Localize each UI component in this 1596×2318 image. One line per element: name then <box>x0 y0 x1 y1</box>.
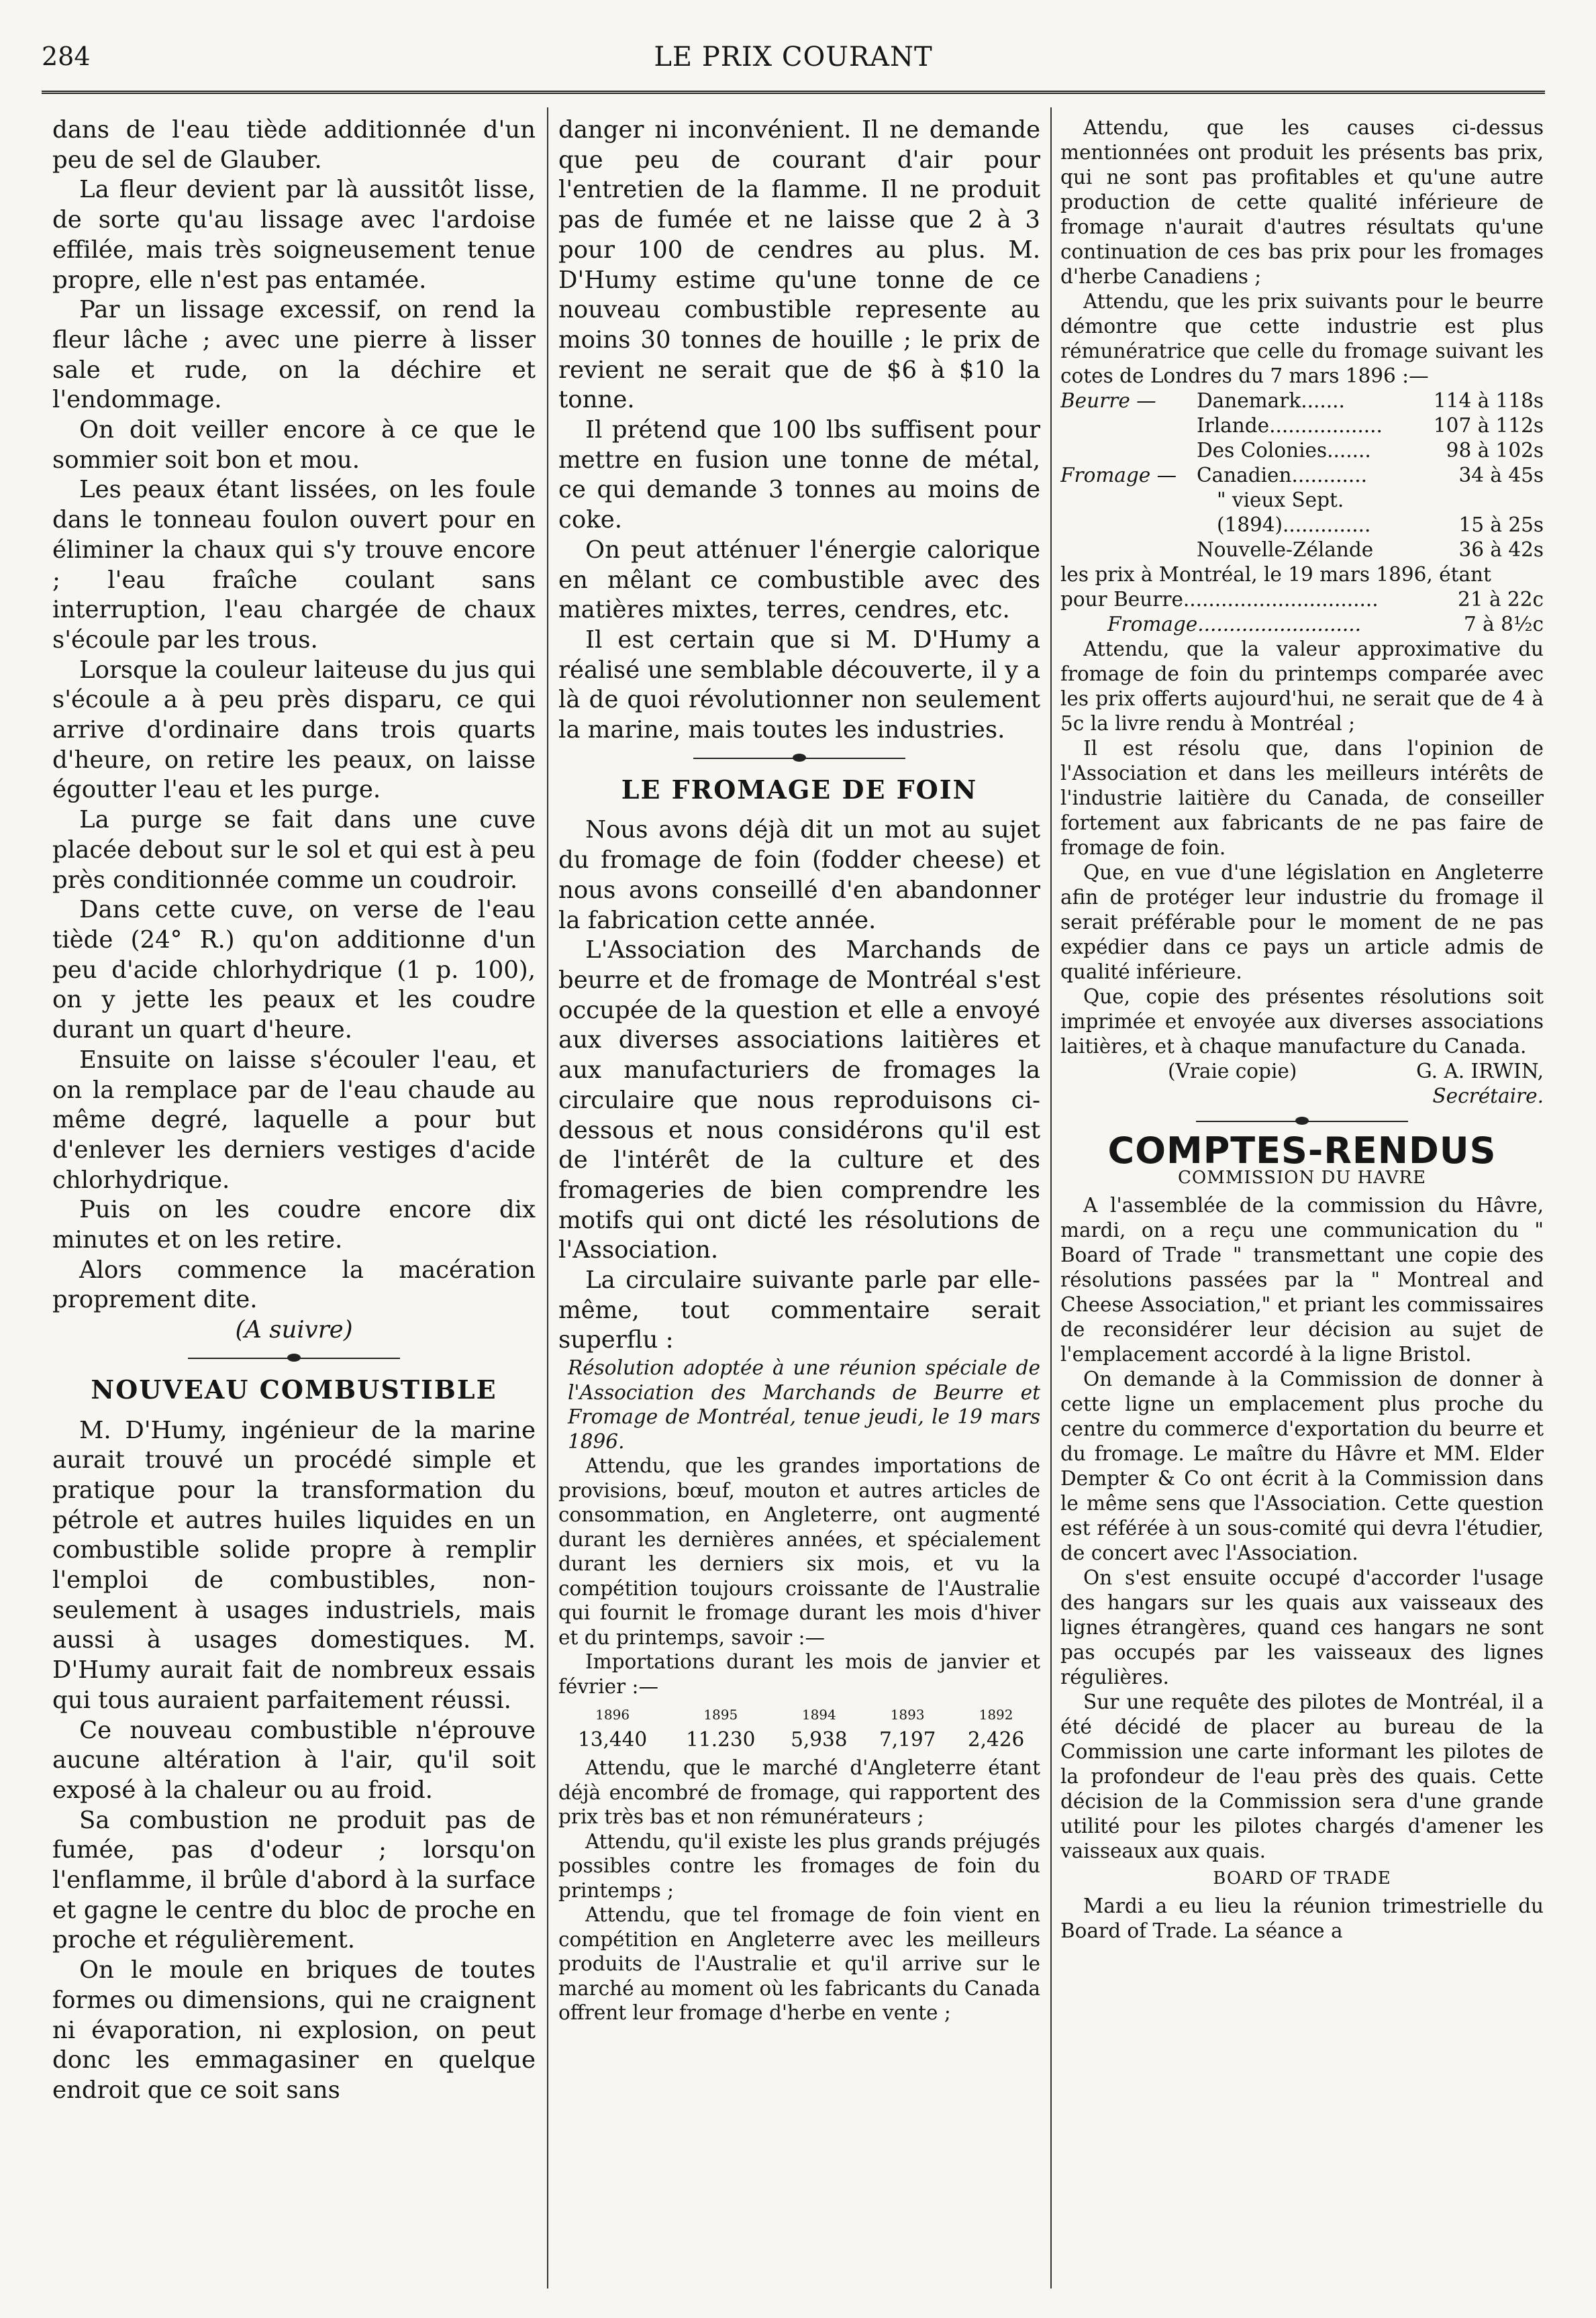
price-group: Fromage — <box>1060 464 1177 487</box>
signatory-role: Secrétaire. <box>1432 1085 1544 1107</box>
price-row <box>1060 438 1544 463</box>
price-row <box>1060 488 1544 513</box>
value-cell: 2,426 <box>967 1727 1025 1751</box>
section-separator <box>558 752 1040 763</box>
year-cell: 1894 <box>801 1707 836 1723</box>
section-separator <box>1060 1115 1544 1126</box>
price-item: Nouvelle-Zélande <box>1196 538 1374 561</box>
year-cell: 1893 <box>890 1707 925 1723</box>
paragraph: Attendu, que la valeur approximative du fromage de foin du printemps comparée avec les prix offerts aujourd'hui, ne serait que de 4 à 5c la livre rendu à Montréal ; <box>1060 638 1544 735</box>
paragraph: Ensuite on laisse s'écouler l'eau, et on la remplace par de l'eau chaude au même degré, laquelle a pour but d'enlever les derniers vestiges d'acide chlorhydrique. <box>52 1046 536 1194</box>
paragraph: Il prétend que 100 lbs suffisent pour mettre en fusion une tonne de métal, ce qui demande 3 tonnes au moins de coke. <box>558 416 1040 534</box>
paragraph: Puis on les coudre encore dix minutes et on les retire. <box>52 1196 536 1254</box>
section-separator <box>52 1352 536 1363</box>
value-cell: 7,197 <box>879 1727 936 1751</box>
paragraph: A l'assemblée de la commission du Hâvre, mardi, on a reçu une communication du " Board of Trade " transmettant une copie des résolutions passées par la " Montreal and Cheese Association," et priant les commissaires de reconsidérer leur décision au sujet de l'emplacement accordé à la ligne Bristol. <box>1060 1194 1544 1366</box>
price-value: 34 à 45s <box>1458 464 1544 487</box>
leader-dots: ............................... <box>1183 588 1379 611</box>
paragraph: Importations durant les mois de janvier et février :— <box>558 1650 1040 1698</box>
price-group <box>1060 438 1197 463</box>
resolution-title: Résolution adoptée à une réunion spéciale de l'Association des Marchands de Beurre et Fromage de Montréal, tenue jeudi, le 19 mars 1896. <box>568 1356 1040 1453</box>
page-header <box>42 42 1545 82</box>
price-row <box>1060 612 1544 637</box>
price-group <box>1060 513 1197 538</box>
paragraph: Sur une requête des pilotes de Montréal, il a été décidé de placer au bureau de la Commission une carte informant les pilotes de la profondeur de l'eau près des quais. Cette décision de la Commission sera d'une grande utilité pour les pilotes chargés d'amener les vaisseaux aux quais. <box>1060 1691 1544 1862</box>
leader-dots: .............. <box>1283 513 1371 536</box>
year-cell: 1896 <box>595 1707 630 1723</box>
price-row <box>1060 538 1544 562</box>
paragraph: La circulaire suivante parle par elle-même, tout commentaire serait superflu : <box>558 1266 1040 1354</box>
price-item: Danemark <box>1196 389 1301 412</box>
price-item: Fromage <box>1107 613 1198 636</box>
leader-dots: ....... <box>1301 389 1345 412</box>
paragraph: Attendu, qu'il existe les plus grands préjugés possibles contre les fromages de foin du printemps ; <box>558 1829 1040 1902</box>
montreal-prices-table <box>1060 587 1544 637</box>
value-cell: 5,938 <box>791 1727 848 1751</box>
leader-dots: .......................... <box>1197 613 1362 636</box>
price-value: 107 à 112s <box>1433 414 1544 437</box>
price-value <box>1415 488 1544 513</box>
paragraph: Attendu, que le marché d'Angleterre étant déjà encombré de fromage, qui rapportent des prix très bas et non rémunérateurs ; <box>558 1756 1040 1829</box>
price-item: Canadien <box>1196 464 1292 487</box>
signature-block <box>1060 1059 1544 1109</box>
paragraph: Que, copie des présentes résolutions soit imprimée et envoyée aux diverses associations laitières, et à chaque manufacture du Canada. <box>1060 985 1544 1058</box>
true-copy-note: (Vraie copie) <box>1168 1060 1297 1082</box>
paragraph: Mardi a eu lieu la réunion trimestrielle du Board of Trade. La séance a <box>1060 1895 1544 1942</box>
paragraph: La fleur devient par là aussitôt lisse, de sorte qu'au lissage avec l'ardoise effilée, mais très soigneusement tenue propre, elle n'est pas entamée. <box>52 176 536 294</box>
price-row <box>1060 463 1544 488</box>
paragraph: On s'est ensuite occupé d'accorder l'usage des hangars sur les quais aux vaisseaux des lignes étrangères, quand ces hangars ne sont pas occupés par les vaisseaux des lignes régulières. <box>1060 1566 1544 1689</box>
price-group: Beurre — <box>1060 389 1156 412</box>
section-heading: NOUVEAU COMBUSTIBLE <box>91 1374 497 1405</box>
price-value: 98 à 102s <box>1446 439 1544 462</box>
year-cell: 1892 <box>979 1707 1013 1723</box>
leader-dots: .................. <box>1269 414 1383 437</box>
paragraph: Les peaux étant lissées, on les foule dans le tonneau foulon ouvert pour en éliminer la chaux qui s'y trouve encore ; l'eau fraîche coulant sans interruption, l'eau chargée de chaux s'écoule par les trous. <box>52 476 536 654</box>
price-row <box>1060 587 1544 612</box>
price-value: 15 à 25s <box>1458 513 1544 536</box>
paragraph: On doit veiller encore à ce que le sommier soit bon et mou. <box>52 416 536 474</box>
paragraph: On demande à la Commission de donner à cette ligne un emplacement plus proche du centre du commerce d'exportation du beurre et du fromage. Le maître du Hâvre et MM. Elder Dempter & Co ont écrit à la Commission dans le même sens que l'Association. Cette question est référée à un sous-comité qui devra l'étudier, de concert avec l'Association. <box>1060 1368 1544 1564</box>
leader-dots: ............ <box>1291 464 1368 487</box>
paragraph: Attendu, que tel fromage de foin vient en compétition en Angleterre avec les meilleurs produits de l'Australie et qu'il arrive sur le marché au moment où les fabricants du Canada offrent leur fromage d'herbe en vente ; <box>558 1903 1040 2025</box>
paragraph: Dans cette cuve, on verse de l'eau tiède (24° R.) qu'on additionne d'un peu d'acide chlorhydrique (1 p. 100), on y jette les peaux et les coudre durant un quart d'heure. <box>52 896 536 1044</box>
paragraph: les prix à Montréal, le 19 mars 1896, étant <box>1060 563 1491 586</box>
paragraph: On le moule en briques de toutes formes ou dimensions, qui ne craignent ni évaporation, ni explosion, on peut donc les emmagasiner en quelque endroit que ce soit sans <box>52 1956 536 2104</box>
column-divider <box>547 107 548 2288</box>
paragraph: Nous avons déjà dit un mot au sujet du fromage de foin (fodder cheese) et nous avons conseillé d'en abandonner la fabrication cette année. <box>558 816 1040 934</box>
price-group <box>1060 413 1197 438</box>
price-value: 114 à 118s <box>1433 389 1544 412</box>
price-item: Des Colonies <box>1196 439 1328 462</box>
paragraph: Alors commence la macération proprement dite. <box>52 1256 536 1314</box>
paragraph: On peut atténuer l'énergie calorique en mêlant ce combustible avec des matières mixtes, terres, cendres, etc. <box>558 536 1040 624</box>
column-3 <box>1060 115 1544 2290</box>
running-title: LE PRIX COURANT <box>654 42 933 72</box>
price-row <box>1060 513 1544 538</box>
paragraph: dans de l'eau tiède additionnée d'un peu de sel de Glauber. <box>52 116 536 174</box>
column-1 <box>52 115 536 2290</box>
paragraph: M. D'Humy, ingénieur de la marine aurait trouvé un procédé simple et pratique pour la transformation du pétrole et autres huiles liquides en un combustible solide propre à remplir l'emploi de combustibles, non-seulement à usages industriels, mais aussi à usages domestiques. M. D'Humy aurait fait de nombreux essais qui tous auraient parfaitement réussi. <box>52 1416 536 1714</box>
subheading: COMMISSION DU HAVRE <box>1178 1168 1426 1188</box>
paragraph: Attendu, que les prix suivants pour le beurre démontre que cette industrie est plus rémunératrice que celle du fromage suivant les cotes de Londres du 7 mars 1896 :— <box>1060 290 1544 387</box>
section-heading: LE FROMAGE DE FOIN <box>621 774 978 805</box>
price-group <box>1060 488 1197 513</box>
price-item: (1894) <box>1216 513 1283 536</box>
price-group <box>1060 538 1197 562</box>
signatory-name: G. A. IRWIN, <box>1416 1060 1544 1082</box>
paragraph: danger ni inconvénient. Il ne demande que peu de courant d'air pour l'entretien de la flamme. Il ne produit pas de fumée et ne laisse que 2 à 3 pour 100 de cendres au plus. M. D'Humy estime qu'une tonne de ce nouveau combustible represente au moins 30 tonnes de houille ; le prix de revient ne serait que de $6 à $10 la tonne. <box>558 116 1040 414</box>
price-row <box>1060 413 1544 438</box>
page-number: 284 <box>42 42 91 71</box>
price-value: 21 à 22c <box>1458 588 1544 611</box>
london-prices-table <box>1060 389 1544 562</box>
paragraph: Ce nouveau combustible n'éprouve aucune altération à l'air, qu'il soit exposé à la chaleur ou au froid. <box>52 1716 536 1804</box>
value-cell: 11.230 <box>686 1727 756 1751</box>
column-2 <box>558 115 1040 2290</box>
header-rule <box>42 91 1545 94</box>
subheading: BOARD OF TRADE <box>1213 1868 1391 1888</box>
paragraph: Que, en vue d'une législation en Angleterre afin de protéger leur industrie du fromage il serait préférable pour le moment de ne pas expédier dans ce pays un article admis de qualité inférieure. <box>1060 861 1544 983</box>
paragraph: Attendu, que les causes ci-dessus mentionnées ont produit les présents bas prix, qui ne sont pas profitables et qu'une autre production de cette qualité inférieure de fromage n'aurait d'autres résultats qu'une continuation de ces bas prix pour les fromages d'herbe Canadiens ; <box>1060 116 1544 288</box>
year-cell: 1895 <box>703 1707 738 1723</box>
price-value: 7 à 8½c <box>1464 613 1544 636</box>
value-cell: 13,440 <box>577 1727 648 1751</box>
paragraph: L'Association des Marchands de beurre et de fromage de Montréal s'est occupée de la question et elle a envoyé aux diverses associations laitières et aux manufacturiers de fromages la circulaire que nous reproduisons ci-dessous et nous considérons qu'il est de l'intérêt de la culture et des fromageries de bien comprendre les motifs qui ont dicté les résolutions de l'Association. <box>558 936 1040 1264</box>
column-divider <box>1050 107 1052 2288</box>
to-follow-note: (A suivre) <box>235 1316 353 1344</box>
paragraph: Par un lissage excessif, on rend la fleur lâche ; avec une pierre à lisser sale et rude, on la déchire et l'endommage. <box>52 296 536 414</box>
price-item: " vieux Sept. <box>1216 489 1344 511</box>
leader-dots: ....... <box>1327 439 1371 462</box>
paragraph: Sa combustion ne produit pas de fumée, pas d'odeur ; lorsqu'on l'enflamme, il brûle d'abord à la surface et gagne le centre du bloc de proche en proche et régulièrement. <box>52 1806 536 1954</box>
price-item: pour Beurre <box>1060 588 1183 611</box>
price-item: Irlande <box>1196 414 1270 437</box>
imports-table <box>558 1703 1040 1752</box>
section-heading: COMPTES-RENDUS <box>1107 1129 1497 1172</box>
paragraph: Il est certain que si M. D'Humy a réalisé une semblable découverte, il y a là de quoi révolutionner non seulement la marine, mais toutes les industries. <box>558 625 1040 744</box>
paragraph: Il est résolu que, dans l'opinion de l'Association et dans les meilleurs intérêts de l'industrie laitière du Canada, de conseiller fortement aux fabricants de ne pas faire de fromage de foin. <box>1060 737 1544 859</box>
price-value: 36 à 42s <box>1458 538 1544 561</box>
paragraph: Attendu, que les grandes importations de provisions, bœuf, mouton et autres articles de consommation, en Angleterre, ont augmenté durant les dernières années, et spécialement durant les derniers six mois, et vu la compétition toujours croissante de l'Australie qui fournit le fromage durant les mois d'hiver et du printemps, savoir :— <box>558 1454 1040 1649</box>
price-row <box>1060 389 1544 413</box>
paragraph: La purge se fait dans une cuve placée debout sur le sol et qui est à peu près conditionnée comme un coudroir. <box>52 806 536 894</box>
paragraph: Lorsque la couleur laiteuse du jus qui s'écoule a à peu près disparu, ce qui arrive d'ordinaire dans trois quarts d'heure, on retire les peaux, on laisse égoutter l'eau et les purge. <box>52 656 536 804</box>
